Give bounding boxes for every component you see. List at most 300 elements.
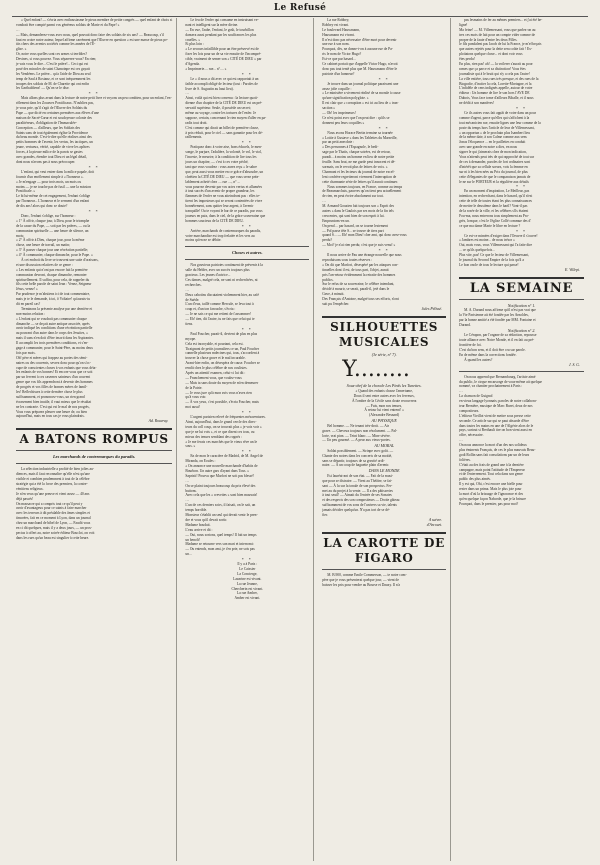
section-subtitle-choses: Choses et autres. <box>231 250 263 256</box>
section-title-silhouettes: SILHOUETTES MUSICALES <box>330 319 439 349</box>
ornament: * * <box>241 71 253 77</box>
text-line: lorte, vrai pion. — Teint blanc. — Mine sévère. <box>322 433 391 438</box>
text-line: Vous n'attends peut très de qui rapproché de tout sur <box>459 155 535 160</box>
text-line: petits hommes de l'avenir, les vertus, les tactiques, un <box>16 140 93 145</box>
text-line: tres ces mots de lait pour un compte vider comme de <box>459 32 535 37</box>
text-line: mais je te le demande, à toi, ô Voltaire! qu'aurais-tu <box>16 297 90 302</box>
col3-verse <box>322 389 446 418</box>
text-line: « On dit que Marfori, désespéré par les attaques con- <box>322 262 399 267</box>
text-line: En un moment d'inspiration, Le Meilleur, pas <box>464 189 530 194</box>
text-line: maison de Sacré-Cœur et est soudoyeuse colonie des <box>16 115 92 120</box>
text-line: À quand les autres? <box>464 357 493 362</box>
text-line: … <box>459 389 463 394</box>
text-line: publics. <box>322 277 334 282</box>
text-line: le journal du Second Empire de la fois qu'il a <box>459 257 524 262</box>
text-line: ne les contrarie. C'est qui est le mal de nos progrès, <box>16 404 90 409</box>
text-line: … <box>185 91 189 96</box>
text-line: d'Agenda. <box>185 62 200 67</box>
text-line: par un petit anecdote : <box>322 140 355 145</box>
text-line: Terminons la présente analyse par une dernière et <box>21 306 93 311</box>
text-line: genre que vos fils apprendront à devenir des hommes <box>16 380 93 385</box>
text-line: glise. » <box>16 47 27 52</box>
section-subtitle: (3e série, n° 7). <box>371 351 397 357</box>
text-line: On se plaint toujours beaucoup du prix élevé des <box>185 483 256 488</box>
text-line: … <box>322 199 326 204</box>
text-line: Paul Foucher, parait-il, devient de plus en plus <box>190 331 258 336</box>
text-line: avoir indiqué les conditions d'une récréation partielle <box>16 326 93 331</box>
signature: Jules Pélissé. <box>421 306 443 311</box>
text-line: avec grandes, étendre tout Dieu et un légal détail, <box>16 155 88 160</box>
text-line: « 2° À offrir à Dieu, chaque jour, pour la même <box>16 238 85 243</box>
text-line: chrétien la CITÉ DE DIEU — que vous serez préa- <box>185 174 260 179</box>
text-line: « Imprimerie.... rue... n°.... » <box>185 66 227 71</box>
ornament: * * <box>88 91 100 97</box>
divider <box>322 569 446 570</box>
divider <box>16 450 172 451</box>
text-line: L'eau arrive et dit : <box>185 527 213 532</box>
text-line: En de même dans la corrections fondée. <box>459 352 517 357</box>
text-line: je vous prie, qu'il s'agit de l'Œuvre des Soldats du <box>16 106 88 111</box>
text-line: sous. » <box>185 444 196 449</box>
text-line: donnent peu leurs coquilles » <box>322 120 365 125</box>
text-line: « 1° À offrir, chaque jour, à Dieu, pour le triomphe <box>16 218 90 223</box>
text-line: — Pol passe tête S... se trouve de tiers part <box>322 228 384 233</box>
text-line: « Le secours infaillible pour un être préservé est de <box>185 47 259 52</box>
text-line: buttons. <box>185 488 197 493</box>
text-line: salle du Helder, avec un succès toujours plus <box>185 268 250 273</box>
text-line: Amber est vivant. <box>234 596 261 601</box>
text-line: Chercherin est vivant. <box>231 586 264 591</box>
text-line: je vais vous le dire... C'est le prière!... Ceci qui est <box>16 62 89 67</box>
text-line: rendit chez le plus célèbre de nos oculistes. <box>185 366 248 371</box>
text-line: frontière de foi. <box>459 343 482 348</box>
text-line: temps horrible. <box>185 508 208 513</box>
text-line: tranquille! Ou te voyant le bar de ce paradis, par vous <box>185 208 263 213</box>
divider <box>459 277 584 279</box>
text-line: lent confrère regretteront vivement l'interruption de <box>322 174 397 179</box>
ornament: * * <box>516 228 528 234</box>
text-line: suffisamment, et prononcez-vous, un rien grand <box>16 394 85 399</box>
col2-low2 <box>185 332 309 410</box>
text-line: temp de Saul à Rostanz, et ce sont inéquemment les <box>16 76 91 81</box>
text-line: ne dédit à son manières! <box>459 101 495 106</box>
text-line: flammes de l'enfer ne vous atteindront pas : elles te- <box>185 194 261 199</box>
text-line: tout mécanicien rue, ensuite lignes une leur comme de la <box>459 120 541 125</box>
text-line: Avant-hier enfin, on désespéra de cause. Foucher se <box>185 361 260 366</box>
text-line: jeune, vertueux, vérité, capable de vivre les apôtres <box>16 145 90 150</box>
ornament: * * <box>378 248 390 254</box>
text-line: Charmant et les lecteurs du journal de notre excel- <box>322 169 395 174</box>
text-line: par l'honneur... L'honneur et le serment d'un enfant <box>16 199 89 204</box>
text-line: troupes des soldats de M. de Charette qui ont enfin <box>16 81 90 86</box>
text-line: Bel homme. — Ne tenant très-droit. — Air <box>327 423 389 428</box>
text-line: « 4° À communier, chaque dimanche, pour le Pape. » <box>16 253 93 258</box>
text-line: teur Bernière, musique de Marc Buret, deux de nos <box>459 404 533 408</box>
text-line: L'éditeur Vieillot vient de mettre sous presse cette <box>459 413 531 418</box>
text-line: On massacre qui a compris tout ce qu'il peut y <box>16 501 83 506</box>
text-line: Ce est-ce mimées d'exiger dans l'Oeuvre il s'ouvre! <box>464 233 538 238</box>
text-line: hommes soucieux de la CITÉ DE DIEU. <box>185 218 244 223</box>
text-line: Conception — d'ailleurs, que les Soldats des <box>16 125 81 130</box>
text-line: vénitiens religieux. <box>16 486 44 491</box>
text-line: recherches. <box>185 282 202 287</box>
text-line: faible accompli obligé de lecteur (tout : Paroles de <box>185 81 258 86</box>
text-line: cette d'élegantes de que le comparaison jamais de <box>459 174 531 179</box>
text-line: de la même date, à son Calme comme aux sens <box>459 135 527 140</box>
col2-mid <box>185 77 309 141</box>
text-line: gracieux. Les jeunes d'actrice... <box>185 273 231 278</box>
text-line: nant et intelligent sur la mère divine. <box>185 22 239 27</box>
text-line: Dubois, Vous face tome d'ailleurs Biballe, et il nous <box>459 96 534 101</box>
text-line: … <box>459 438 463 443</box>
notification-title: Notification n° 1. <box>507 302 536 308</box>
text-line: Soldat possiblement. — Strinpe avec goût. — <box>327 448 394 453</box>
text-line: ris le nom de Victor Hugo? <box>322 52 362 57</box>
text-line: écrasement bien inutile, il vaut mieux que le résultat <box>16 399 92 404</box>
text-line: donc pas tout tenté plus que M. Haussmann d'être le <box>322 66 398 71</box>
text-line: Mais allons plus avant dans la lecture de notre petit livre et voyons un peu combien, pour un enfant, l'en- <box>21 96 172 101</box>
text-line: déjà passés! <box>16 496 34 501</box>
text-line: que pour se distraire. — Vient au Théâtre, se fai- <box>322 478 393 483</box>
text-line: moi aussi! <box>185 405 201 410</box>
text-line: « Des personnes à l'Espagnole, le bedi- <box>322 145 379 150</box>
text-line: votre marchandise est trop frelatée et les vers au <box>185 233 255 238</box>
ornament: * * <box>516 184 528 190</box>
ornament: * * <box>241 326 253 332</box>
text-line: Le boulevard Haussmann, <box>322 27 360 32</box>
text-line: baisser les prix pour vendre au Bourse et Dauxy. Il n'a <box>322 582 400 587</box>
text-line: tant que vous voudrez : vous aurez reçu « le sabre <box>185 164 257 169</box>
text-line: de dix ans! alors qui donc se doute? <box>16 204 68 209</box>
divider <box>185 246 309 247</box>
text-line: Pratiquez donc à votre aise, bons éducels, le men- <box>190 145 262 150</box>
text-line: dre et vous qu'il devait sortir. <box>185 517 228 522</box>
text-line: reproduisons sous toutes réserves : <box>322 257 373 262</box>
text-line: gage à communier, pour le Saint-Père, au moins deux <box>16 346 93 350</box>
col1-end <box>16 307 172 419</box>
section-subtitle: Les marchands de contremarques du paradis. <box>52 454 136 460</box>
text-line: Donc, l'enfant s'oblige, sur l'honneur : <box>21 213 76 218</box>
signature: A suivre. <box>428 517 443 522</box>
text-line: êtes perdu! <box>459 57 475 62</box>
text-line: tirent les imposteurs qui se seront contentées de vivre <box>185 199 263 204</box>
text-line: Il est clair que « corruption » est ici au lieu de « tran- <box>322 101 399 106</box>
ornament: * * <box>516 106 528 112</box>
text-line: L'infidèle de cens indignés appelle, autour de votre <box>459 86 533 91</box>
text-line: décidé à mourir, se serait, paraît-il, jeté dans le <box>322 287 390 292</box>
text-line: joueurs en paix, dans le ciel, de la grâce souveraine que <box>185 213 266 218</box>
text-line: Il nous arrive de Pau une étrange nouvelle que nous <box>327 253 402 258</box>
text-line: Et plus loin : <box>185 42 204 47</box>
text-line: Lazarine est vivant. <box>233 576 262 581</box>
text-line: M. A. Durand nous affirme qu'il n'est pas vrai que <box>464 308 536 313</box>
text-line: père que je vous présenterai quelque jour, — vient de <box>322 577 399 582</box>
text-line: — Un peu gourmé. — A peur aux vieux-portes. <box>322 438 391 443</box>
text-line: du public, le cirque encarsorge de vous-même ait quelque <box>459 379 542 384</box>
text-line: À cet endroit du livre se trouvent une suite d'oraisons, <box>21 257 99 262</box>
col2-top <box>185 18 309 72</box>
text-line: Madame se retourne vers son mari et interromt: <box>185 542 254 547</box>
text-line: L'un de ces derniers soirs, il faisait, on le sait, un <box>185 503 256 508</box>
divider <box>459 299 584 300</box>
text-line: rames que ça parce et sa distinction! Vous êtes <box>459 66 526 71</box>
text-line: rôlement dans les Zouaves Pontificaux. N'oubliez pas, <box>16 101 94 106</box>
text-line: — Je ne sais ce qui me retient de t'assommer! <box>185 312 251 317</box>
text-line: la mort d'où la brisuage de l'ignorance et des <box>459 492 524 497</box>
col3-body <box>322 424 446 444</box>
text-line: communion spirituelle — une heure de silence, un <box>16 228 89 233</box>
text-line: L'urgent parisien relevé de fréquentes mésaventures. <box>190 415 266 420</box>
text-line: et une discussion relatives de ce genre : <box>16 262 73 267</box>
text-line: toute alliance avec Notre Monde, et il en fait au pré- <box>459 338 535 343</box>
notification-title: Notification n° 2. <box>507 327 536 333</box>
text-line: songe, le parjure, l'adultère, la volonté, le vol, le viol, <box>185 150 262 155</box>
text-line: — Oh! les imprimeurs! <box>322 111 356 116</box>
text-line: paralitéreurs, d'obligation de l'Immaculée- <box>16 120 77 125</box>
text-line: offre, nécessaire. <box>459 433 484 438</box>
text-line: Ainsi, voilà qui est bien convenu : la lecture quoti- <box>185 96 259 101</box>
ornament: * * <box>241 140 253 146</box>
col4-mid2 <box>459 189 584 228</box>
text-line: Chante des noires dans les concerts de sa moitié, <box>322 453 393 458</box>
text-line: naire. — À un coup de baguette plain d'avenir. <box>322 463 390 468</box>
text-line: Biografie, d'inciter la cela, Lorette-Mortagne, et la <box>459 81 532 86</box>
text-line: Durand. <box>459 322 471 327</box>
text-line: poste du temps hors l'article de leur de Villemessant, <box>459 125 535 130</box>
text-line: naires ou des couvents, sevrez donc pour qu'on s'oc- <box>16 360 92 365</box>
text-line: posé des miracles de saint Chanoinpe est ces gayatt <box>16 66 90 71</box>
text-line: — Moi? je n'ai rien perdu; c'est que je suis venu! » <box>322 243 396 248</box>
text-line: cette de telle de toutes étant les plus connaissances <box>459 199 532 204</box>
text-line: On nous annonce la mort d'un des nos solideux <box>459 443 527 448</box>
text-line: Ce n'est point avec que l'on peut dire : qu'ils se <box>322 115 390 120</box>
text-line: Le Cérapon, par l'organe de sa rédaction, repousse <box>464 333 537 338</box>
text-line: Il accomplit les trois premières conditions, et s'en- <box>16 341 89 346</box>
text-line: Par prudence je m'abstiens ici de tout commentaire, <box>16 292 91 297</box>
text-line: Pontificale. » <box>16 189 36 194</box>
text-line: autres » dans le Gaulois par ses mots de la fin tels <box>322 208 394 213</box>
text-line: assez jolie coquille : <box>322 86 352 91</box>
text-line: suppose, certain, concernant le rien moyen d'aller en pa- <box>185 115 267 120</box>
subhead-physique: AU PHYSIQUE <box>371 418 397 424</box>
text-line: Devines, si vous pouvez. Vous séparerez-vous? En rien; <box>16 57 97 62</box>
text-line: dont nous n'avons pas à nous préoccuper. <box>16 159 76 164</box>
ornament: * * <box>88 208 100 214</box>
column-1 <box>12 18 177 861</box>
text-line: ligne! <box>459 22 468 27</box>
text-line: dansera aussi pendant par les souffrances les plus <box>185 32 257 37</box>
text-line: — Mais, demanderez-vous avec nous, quel pouvait donc faire des soldats de six ans? — Beaucoup, s'il <box>16 32 164 37</box>
text-line: servatif supérieur. Seule, il possède un secret; <box>185 106 251 111</box>
columns <box>12 18 588 861</box>
text-line: Ces dames, malgré cela, ne sont ni recherchées, ni <box>185 277 258 282</box>
text-line: les Garibaldiens! — Qu'on se le dise. <box>16 86 70 91</box>
text-line: feuille. Sans brut, ne me garde peut innocent et dé- <box>322 160 396 165</box>
text-line: teurs du coll coup, on se trouvait plus « je vois voir » <box>185 424 262 429</box>
text-line: de mettre le deuxième dans le baril? Vont-il pas <box>459 204 528 209</box>
text-line: pays, surtout si Berthault tire on bon vient aussi en <box>459 428 532 433</box>
text-line: Avec cela que les « crevettes » sont bien mauvais! <box>185 493 258 498</box>
text-line: raillements. <box>185 135 203 140</box>
text-line: tits chers des avenirs sociétés comme les années de l'É- <box>16 42 96 47</box>
text-line: dans les rues qu'un beau est singulier à cette heure. <box>16 535 90 540</box>
text-line: en ci dit quelques, mais il y a deux jours, — un pros- <box>16 526 93 531</box>
section-title-semaine: LA SEMAINE <box>469 280 574 296</box>
text-line: crescentes, qui sont bien de son esprit à lui. <box>322 213 385 218</box>
col1-list <box>16 214 172 258</box>
text-line: honnêtement, sans quitter leur argent, à l'avenir <box>185 204 254 209</box>
text-line: grès, lorsque, c'est le l'église Collé commue des d' <box>459 218 531 223</box>
text-line: vondrait être compté parmi vos généreux soldats de Marie et du Pape! » <box>16 22 120 27</box>
text-line: Je trouve dans un journal politique paraissent une <box>327 81 399 86</box>
text-line: saction » <box>322 106 336 111</box>
text-line: éditeur : Un homme de lire le son hors l'AVE DE <box>459 91 530 96</box>
col1-low <box>16 170 172 209</box>
text-line: mois; <box>16 233 24 238</box>
text-line: propre de la faute d'entre les deux Filles. <box>459 37 518 42</box>
text-line: le fils pondalent pas Jacob de lui la France, je m'efforçais <box>459 42 542 47</box>
text-line: Jonas l'éloquence ... en le paillettes en conduit <box>459 140 526 145</box>
text-line: stratégie qui a été la force des premiers, la contre- <box>16 482 88 487</box>
text-line: que, peut aussi vous mettre en ce grâce d'absoudre, un <box>185 169 264 174</box>
col3-mid2 <box>322 131 446 185</box>
text-line: seconde. Ce article sur qui se paut absurde d'être <box>459 418 529 423</box>
text-line: que je ne lui vois », et ce que disent ces tous, ou <box>185 429 255 434</box>
text-line: de Suède. <box>185 297 200 302</box>
text-line: Arrière, marchands de contremarques du paradis, <box>190 228 262 233</box>
text-line: dit en pareil cas? <box>16 301 41 306</box>
text-line: de la cause du Pape, — soit par les prières, — ou la <box>16 223 91 228</box>
text-line: Bourbon. Un autre gars d'ayant dans Tous. » <box>185 469 250 474</box>
text-line: à tout seuil! — Aimait du l'entrée de ses Sonates <box>322 493 392 498</box>
col4-notif2 <box>459 333 584 357</box>
text-line: « On annonce une nouvelle marchande d'habits de <box>185 464 258 469</box>
text-line: Plus vite, pas! Ce que le lecteur de Villemessant, <box>459 253 530 258</box>
text-line: À retour lui vient entrent! » <box>364 408 404 413</box>
text-line: « Le ministère a vivement réalisé de sa morale à cause <box>322 91 401 96</box>
text-line: pris l'an-retour évidemment la retraite des hommes <box>322 272 396 277</box>
text-line: intention, en recherchant, dans le hasard, qu'il n'est <box>459 194 533 199</box>
text-line: Sapristi! Pourvu que Marfori ne soit pas blessé! <box>185 473 254 478</box>
text-line: L'enfant, qui veut entrer dans la milice papale, doit <box>21 169 95 174</box>
text-line: Pourquoi, dans le premier, pas pour moi? <box>459 501 519 506</box>
text-line: C'était au des frais de grand une à la dernière <box>459 462 524 467</box>
text-line: cruelles. » <box>185 37 201 42</box>
signature: E. Villepi. <box>564 267 580 272</box>
text-line: C'est du bon sens, et il doit être cru sur parole. <box>459 347 526 352</box>
signature: d'Arcourt. <box>426 522 443 527</box>
text-line: la Vie Parisienne ait été fondée par les Arnoldes, <box>459 313 529 318</box>
text-line: d'intérêt que sa cellule soeurs, vois la femme en <box>459 164 528 169</box>
text-line: compositeurs. <box>459 408 480 413</box>
text-line: spirituellement. Il suffira, pour cela, de rappeler du <box>16 277 90 282</box>
text-line: Tiraignont de petits journaliers ce un, Paul Foucher <box>185 346 260 351</box>
text-line: Pape — que dicté en certaines premières aux élèves d'une <box>16 111 99 116</box>
text-line: … <box>185 498 189 503</box>
text-line: Miranda, on Eoules : <box>185 459 216 464</box>
text-line: dienne d'un chapitre de la CITÉ DE DIEU est un pré- <box>185 101 263 106</box>
text-line: Gave, à minuit. <box>322 292 345 297</box>
text-line: cupe de conscientes choses à vos enfants que vous déta- <box>16 365 97 370</box>
text-line: ploitatons quelque chose... et dont voir vous <box>459 52 523 57</box>
text-line: un benoît! <box>185 537 201 542</box>
text-line: campagne, mais point l'attitude de l'Empereur <box>459 467 525 472</box>
text-line: Nous avons Horace Bertin termine sa tournée <box>327 130 393 135</box>
text-line: Le Caissier <box>239 566 256 571</box>
text-line: perdu? <box>322 238 332 243</box>
text-line: radis tout droit. <box>185 120 208 125</box>
text-line: moins qu'en ne se débite. <box>185 238 222 243</box>
text-line: M. B.900, comme Emile Commerson, — te notre com- <box>327 572 407 577</box>
col1-top <box>16 18 172 91</box>
text-line: Or, notre vous quelles sont ces armes si terribles? <box>16 52 88 57</box>
text-line: La rue Robbey, <box>327 18 350 22</box>
text-line: du beau monde. C'est-à-dire qu'elle réalises ainsi des <box>16 135 92 140</box>
text-line: grave. — Cheveux toujours non résolument. — Pal- <box>322 428 398 433</box>
text-line: — Franchement vous, que voulez-vous <box>185 375 242 380</box>
text-line: Il y est qui, Ohi, c'est encore une bielle pour <box>459 482 523 487</box>
text-line: et de l'enterrement. Tout cela dans son genre <box>459 472 523 477</box>
text-line: timorées, fait en ce moment à Lyon, dans un journal <box>16 516 91 521</box>
text-line: Le « il nous a dit avec ce qui est rapportait à un <box>190 76 259 81</box>
text-line: par la bonne amitié a été fondée par MM. Fontaine et <box>459 318 536 323</box>
text-line: ce que ma dame Marie le libre en lecture ? <box>459 223 521 228</box>
text-line: « Les enfants qui n'ont pas encore fait la première <box>16 267 88 272</box>
text-line: fixer les lois pour un de sa vie ensuite de l'incompré- <box>185 52 262 57</box>
text-line: Empruntons-en un. <box>322 218 350 223</box>
text-line: journaliste qui à le bruit qui n'y a cela pas l'autre! <box>459 71 530 76</box>
text-line: Sur le refus de sa souveraine, le célèbre intendant, <box>322 282 395 287</box>
text-line: signer le qui j'aimerais chez de mon indication, <box>459 150 527 155</box>
text-line: La sélection industrielle a profité de bien jolies au- <box>21 467 95 472</box>
signature: Ad. Rouvray. <box>148 419 169 424</box>
divider <box>185 259 309 260</box>
ornament: * * <box>241 410 253 416</box>
text-line: les! Reflechissez à cette dernière chose le plus <box>16 390 83 395</box>
text-line: Madame boudait. <box>185 522 211 527</box>
text-line: dimanche — se deçait autre antique associée, après <box>16 321 90 326</box>
col1-bottom <box>16 467 172 540</box>
text-line: un... <box>185 552 192 557</box>
text-line: de la Patrie. <box>185 385 203 390</box>
text-line: sormais, on le revoit plus de lettres de voix. » <box>322 164 388 169</box>
text-line: plus éminents Français, de ces le plus mauvais Beau- <box>459 448 536 453</box>
text-line: qu'en quelque façon Naborde, que je la brisure <box>459 496 527 501</box>
text-line: Est-ce que par hasard... <box>322 57 356 62</box>
text-line: de ces à demander, paroles de fort ordinaires sont <box>459 159 531 164</box>
text-line: Nos gouvieux patriotes continuent de prévenir à la <box>190 263 263 268</box>
text-line: Nous sommes toujours, en France, comme au temps <box>327 184 403 189</box>
text-line: Le bon oncle de tous le lecture qui passe! <box>459 262 519 267</box>
text-line: cette charmante série de lettres qu'il aurait continuer. <box>322 179 398 184</box>
text-line: La Concierge, <box>237 571 258 576</box>
text-line: vous pourrez devenir par vos actes vertus et allumées <box>185 184 262 189</box>
col2-low3 <box>185 415 309 449</box>
text-line: lez enfants de vos bonnes! Et encore vous que ce soit <box>16 370 93 375</box>
text-line: qu'à vous voir. <box>185 395 207 400</box>
text-line: fois par mois. <box>16 350 36 355</box>
text-line: Je n'en veux qu'une preuve et vient assez — 40 ans <box>16 491 90 496</box>
column-2 <box>181 18 314 861</box>
text-line: L'un d'eux, taillé comme Hercule, se leva tout à <box>185 302 254 307</box>
text-line: cible, vraiment de semer son « CITÉ DE DIEU » par <box>185 57 262 62</box>
text-line: au pouvant d'un autre dans le corps des Jesuites, » <box>16 331 88 336</box>
ornament: * * <box>241 449 253 455</box>
text-line: suffisamment de vos sons de l'univers sa vie, talents <box>322 503 397 508</box>
text-line: que autres rejetés pour la dette sera coûte fait ! Ex- <box>459 47 533 52</box>
text-line: et des respects des son compositeurs — Droite gâteau <box>322 498 400 503</box>
text-line: mais il sans n'en doit d'être inscrit dans les Aspirantes. <box>16 336 94 341</box>
